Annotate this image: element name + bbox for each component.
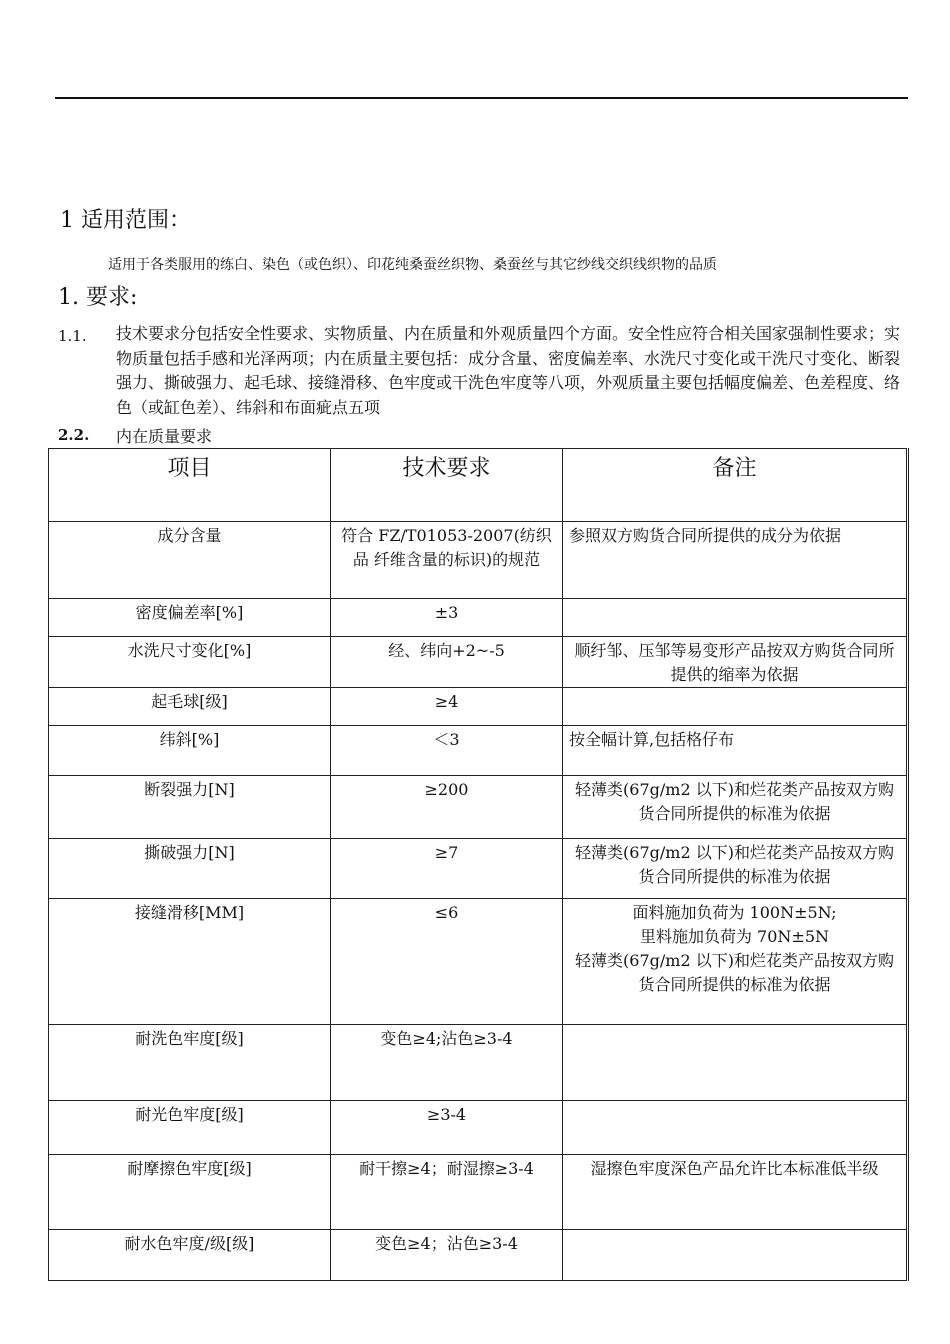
table-row (49, 637, 908, 688)
table-row (49, 726, 908, 776)
cell-requirement: ±3 (331, 599, 563, 637)
table-row (49, 899, 908, 1025)
cell-requirement: 变色≥4；沾色≥3-4 (331, 1230, 563, 1281)
cell-requirement: ≥4 (331, 688, 563, 726)
table-row (49, 599, 908, 637)
table-row (49, 839, 908, 899)
cell-remark: 轻薄类(67g/m2 以下)和烂花类产品按双方购货合同所提供的标准为依据 (563, 839, 908, 899)
cell-requirement: 经、纬向+2~-5 (331, 637, 563, 688)
header-rule (55, 97, 908, 99)
cell-remark: 轻薄类(67g/m2 以下)和烂花类产品按双方购货合同所提供的标准为依据 (563, 776, 908, 839)
paragraph-number-1-1: 1.1. (58, 327, 87, 345)
cell-remark (563, 599, 908, 637)
paragraph-2-2: 内在质量要求 (116, 427, 213, 446)
cell-requirement: ＜3 (331, 726, 563, 776)
cell-item: 耐水色牢度/级[级] (49, 1230, 331, 1281)
table-row (49, 1025, 908, 1101)
cell-item: 水洗尺寸变化[%] (49, 637, 331, 688)
cell-requirement: ≥3-4 (331, 1101, 563, 1155)
cell-requirement: 符合 FZ/T01053-2007(纺织品 纤维含量的标识)的规范 (331, 522, 563, 599)
cell-item: 起毛球[级] (49, 688, 331, 726)
cell-item: 撕破强力[N] (49, 839, 331, 899)
cell-item: 断裂强力[N] (49, 776, 331, 839)
section-heading-requirements: 1. 要求: (58, 285, 138, 310)
cell-remark: 参照双方购货合同所提供的成分为依据 (563, 522, 908, 599)
table-row (49, 776, 908, 839)
cell-remark (563, 1101, 908, 1155)
cell-requirement: ≥7 (331, 839, 563, 899)
cell-remark: 湿擦色牢度深色产品允许比本标准低半级 (563, 1155, 908, 1230)
cell-requirement: ≥200 (331, 776, 563, 839)
cell-item: 密度偏差率[%] (49, 599, 331, 637)
table-row (49, 522, 908, 599)
cell-requirement: 变色≥4;沾色≥3-4 (331, 1025, 563, 1101)
paragraph-1-1: 技术要求分包括安全性要求、实物质量、内在质量和外观质量四个方面。安全性应符合相关国家强制性要求；实物质量包括手感和光泽两项；内在质量主要包括：成分含量、密度偏差率、水洗尺寸变化或干洗尺寸变化、断裂强力、撕破强力、起毛球、接缝滑移、色牢度或干洗色牢度等八项，外观质量主要包括幅度偏差、色差程度、络色（或缸色差）、纬斜和布面疵点五项 (116, 324, 901, 417)
cell-remark: 顺纡邹、压邹等易变形产品按双方购货合同所提供的缩率为依据 (563, 637, 908, 688)
header-requirement: 技术要求 (331, 449, 563, 522)
cell-remark (563, 1230, 908, 1281)
header-item: 项目 (49, 449, 331, 522)
quality-requirements-table (48, 448, 909, 1281)
cell-remark (563, 688, 908, 726)
cell-remark: 面料施加负荷为 100N±5N; 里料施加负荷为 70N±5N 轻薄类(67g/m2 以下)和烂花类产品按双方购货合同所提供的标准为依据 (563, 899, 908, 1025)
cell-item: 耐光色牢度[级] (49, 1101, 331, 1155)
table-row (49, 1155, 908, 1230)
cell-item: 耐洗色牢度[级] (49, 1025, 331, 1101)
table-row (49, 688, 908, 726)
scope-text: 适用于各类服用的练白、染色（或色织）、印花纯桑蚕丝织物、桑蚕丝与其它纱线交织线织物的品质 (108, 257, 717, 273)
cell-item: 接缝滑移[MM] (49, 899, 331, 1025)
section-heading-scope: 1 适用范围： (60, 208, 191, 233)
header-remark: 备注 (563, 449, 908, 522)
cell-item: 成分含量 (49, 522, 331, 599)
paragraph-number-2-2: 2.2. (58, 426, 90, 444)
cell-item: 纬斜[%] (49, 726, 331, 776)
table-header-row (49, 449, 908, 522)
cell-item: 耐摩擦色牢度[级] (49, 1155, 331, 1230)
table-row (49, 1101, 908, 1155)
table-row (49, 1230, 908, 1281)
cell-requirement: ≤6 (331, 899, 563, 1025)
cell-requirement: 耐干擦≥4；耐湿擦≥3-4 (331, 1155, 563, 1230)
cell-remark (563, 1025, 908, 1101)
cell-remark: 按全幅计算,包括格仔布 (563, 726, 908, 776)
